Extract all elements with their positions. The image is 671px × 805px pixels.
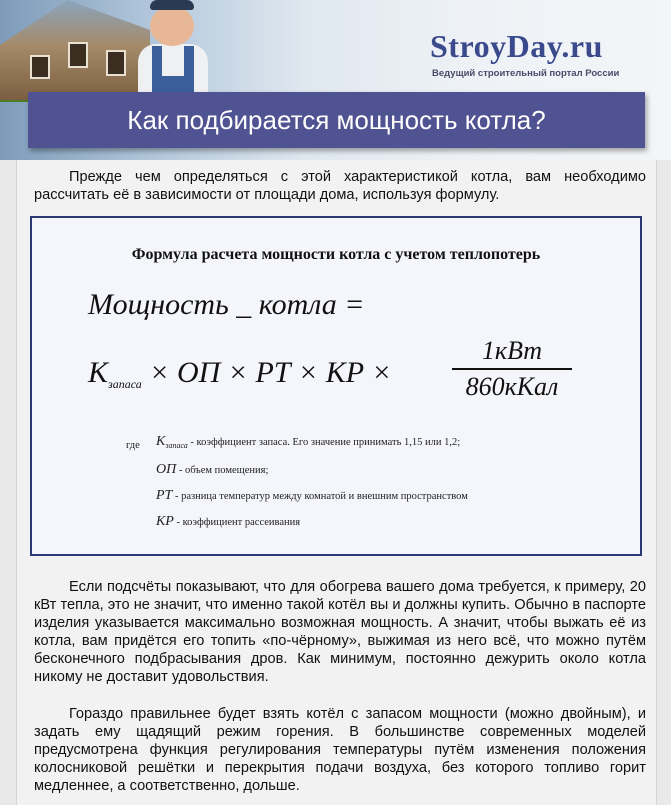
house-window [106,50,126,76]
legend-item: РТ - разница температур между комнатой и внешним пространством [156,488,468,503]
paragraph: Если подсчёты показывают, что для обогрева вашего дома требуется, к примеру, 20 кВт тепла, это не значит, что именно такой котёл вы и должны купить. Обычно в паспорте изделия указывается максимально возможная мощность. А значит, чтобы выжать её из котла, вам придётся его топить «по-чёрному», выжимая из него всё, что можно путём бесконечного подбрасывания дров. Как минимум, постоянно дежурить около котла никому не доставит удовольствия. [34,579,646,685]
legend-item: КР - коэффициент рассеивания [156,514,301,529]
site-tagline: Ведущий строительный портал России [432,68,620,79]
house-window [30,55,50,79]
paragraph: Гораздо правильнее будет взять котёл с запасом мощности (можно двойным), и задать ему щадящий режим горения. В большинстве современных моделей предусмотрена функция регулирования температуры путём изменения положения колосниковой решётки и перекрытия подачи воздуха, без которого топливо горит медленнее, а соответственно, дольше. [34,706,646,794]
formula-rhs: $K_{запаса}$ × ОП × РТ × КР × [88,356,392,391]
site-logo[interactable]: StroyDay.ru [430,28,603,64]
house-image [0,0,150,100]
legend-prefix: где [126,440,140,451]
page-title: Как подбирается мощность котла? [28,92,645,148]
legend-item: $K_{запаса}$ - коэффициент запаса. Его значение принимать 1,15 или 1,2; [156,434,461,450]
formula-image [30,216,642,556]
intro-paragraph: Прежде чем определяться с этой характеристикой котла, вам необходимо рассчитать её в зависимости от площади дома, используя формулу. [34,169,646,203]
formula-fraction: 1кВт 860кКал [452,336,572,402]
house-window [68,42,88,68]
formula-title: Формула расчета мощности котла с учетом теплопотерь [131,246,541,263]
worker-image [136,0,216,100]
formula-lhs: Мощность _ котла = [88,288,365,321]
legend-item: ОП - объем помещения; [156,462,269,477]
